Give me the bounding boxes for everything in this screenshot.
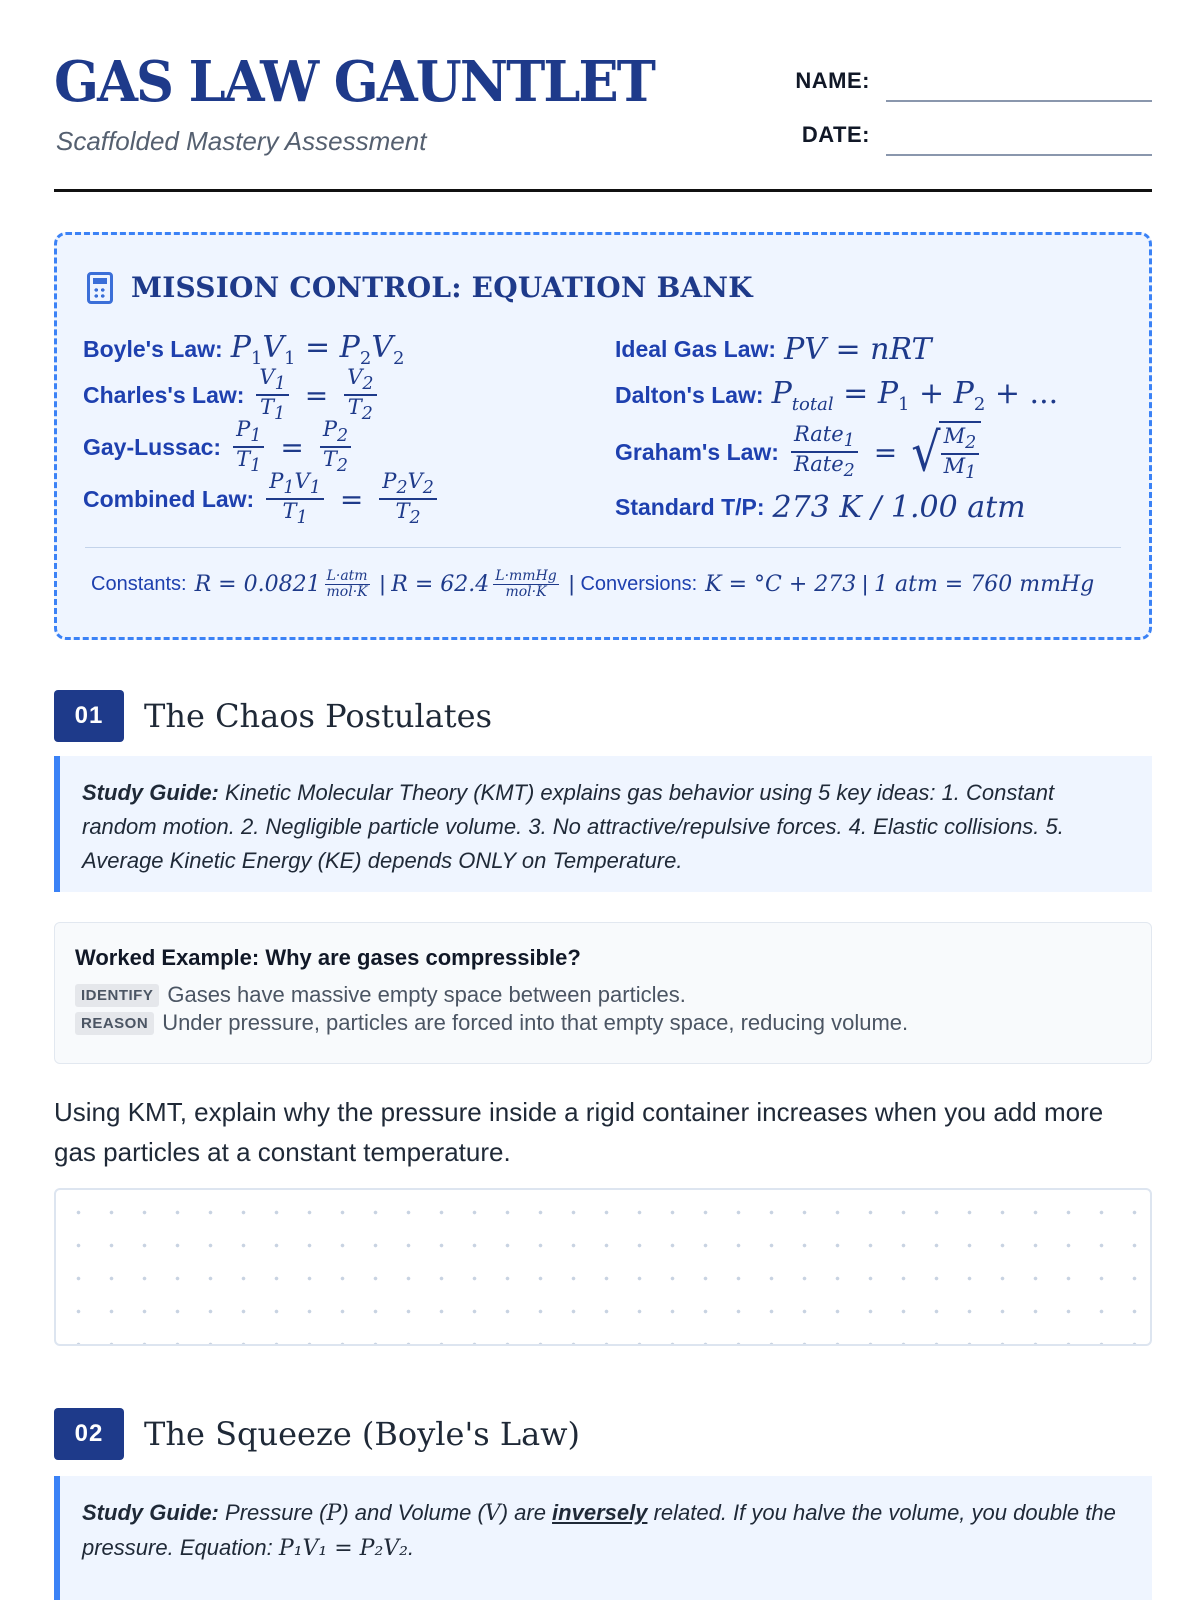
answer-box[interactable] (54, 1188, 1152, 1346)
name-field-row (740, 62, 1152, 102)
grahams-rate-fraction: $\frac{Rate_1}{Rate_2}$ (791, 423, 858, 480)
study-guide (54, 756, 1152, 892)
inversely-emphasis: inversely (552, 1500, 648, 1525)
boyles-equation: P₁V₁ = P₂V₂ (278, 1536, 408, 1561)
identify-step (75, 981, 1131, 1009)
study-guide-label: Study Guide: (82, 780, 219, 805)
conversions-label: Conversions: (580, 572, 698, 595)
combined-left-fraction: $\frac{P_1V_1}{T_1}$ (266, 470, 324, 527)
reason-step (75, 1009, 1131, 1037)
reason-text: Under pressure, particles are forced into that empty space, reducing volume. (162, 1010, 909, 1035)
boyles-law-label: Boyle's Law: (83, 335, 223, 362)
section-01-header (54, 690, 492, 742)
constants-row: Constants: R = 0.0821 L·atm mol·K | R = 62.4 L·mmHg mol·K | Conversions: K = °C + 273 | 1 atm = 760 mmHg (91, 568, 1095, 600)
r-mmhg-unit-num: L·mmHg (495, 568, 557, 584)
study-guide-text: ) and Volume ( (341, 1500, 485, 1525)
section-title: The Chaos Postulates (144, 697, 493, 735)
equation-bank-divider (85, 547, 1121, 548)
page-title: GAS LAW GAUNTLET (54, 49, 655, 115)
constants-label: Constants: (91, 572, 187, 595)
r-mmhg-unit (493, 569, 558, 599)
date-label: DATE: (801, 122, 870, 147)
combined-law-label: Combined Law: (83, 485, 255, 512)
gay-lussac-label: Gay-Lussac: (83, 433, 222, 460)
pressure-symbol: P (326, 1501, 342, 1526)
question-prompt: Using KMT, explain why the pressure inside a rigid container increases when you add more gas particles at a constant temperature. (54, 1097, 1104, 1167)
study-guide-label: Study Guide: (82, 1500, 219, 1525)
charles-law: Charles's Law: $\frac{V_1}{T_1}$ = $\frac{V_2}{T_2}$ (83, 369, 381, 421)
section-title: The Squeeze (Boyle's Law) (144, 1415, 581, 1453)
identify-tag: IDENTIFY (75, 984, 159, 1007)
worked-example (54, 922, 1152, 1064)
worked-example-title: Worked Example: Why are gases compressible? (75, 945, 581, 970)
date-field[interactable] (886, 126, 1152, 156)
r-constant-atm: R = 0.0821 (194, 571, 321, 597)
grahams-law: Graham's Law: $\frac{Rate_1}{Rate_2}$ = √ $\frac{M_2}{M_1}$ (615, 421, 981, 483)
square-root-icon: √ $\frac{M_2}{M_1}$ (911, 421, 981, 482)
gay-lussac-left-fraction: $\frac{P_1}{T_1}$ (233, 418, 264, 475)
standard-tp (615, 485, 1026, 529)
identify-text: Gases have massive empty space between particles. (167, 982, 686, 1007)
study-guide-text: Pressure ( (225, 1500, 327, 1525)
study-guide-text: ) are (500, 1500, 553, 1525)
study-guide (54, 1476, 1152, 1600)
charles-law-label: Charles's Law: (83, 381, 245, 408)
boyles-law-equation: $P_1V_1 = P_2V_2$ (230, 329, 405, 369)
r-atm-unit-num: L·atm (326, 568, 368, 584)
calculator-icon (87, 272, 113, 304)
r-constant-mmhg: R = 62.4 (391, 571, 490, 597)
grahams-law-label: Graham's Law: (615, 438, 779, 465)
ideal-gas-law-equation: PV = nRT (784, 331, 932, 367)
r-atm-unit (325, 569, 370, 599)
section-number-badge: 02 (54, 1408, 124, 1460)
ideal-gas-law (615, 327, 932, 371)
daltons-law-equation: $P_{total} = P_1 + P_2$ + ... (771, 375, 1059, 415)
reason-tag: REASON (75, 1012, 154, 1035)
worksheet-header (54, 0, 1152, 192)
worksheet-page (54, 0, 1152, 1561)
kelvin-conversion: K = °C + 273 (705, 571, 857, 597)
section-02-header (54, 1408, 580, 1460)
r-atm-unit-den: mol·K (326, 583, 368, 600)
section-number-badge: 01 (54, 690, 124, 742)
standard-tp-label: Standard T/P: (615, 493, 765, 520)
combined-right-fraction: $\frac{P_2V_2}{T_2}$ (379, 470, 437, 527)
study-guide-text: . (407, 1535, 415, 1560)
equation-bank-title: MISSION CONTROL: EQUATION BANK (131, 271, 753, 304)
ideal-gas-law-label: Ideal Gas Law: (615, 335, 777, 362)
r-mmhg-unit-den: mol·K (505, 583, 547, 600)
volume-symbol: V (484, 1501, 501, 1526)
charles-right-fraction: $\frac{V_2}{T_2}$ (344, 366, 376, 423)
combined-law: Combined Law: $\frac{P_1V_1}{T_1}$ = $\frac{P_2V_2}{T_2}$ (83, 473, 441, 525)
daltons-law-label: Dalton's Law: (615, 381, 764, 408)
date-field-row (740, 116, 1152, 156)
equation-bank (54, 232, 1152, 640)
atm-conversion: 1 atm = 760 mmHg (874, 571, 1095, 597)
study-guide-text: Kinetic Molecular Theory (KMT) explains gas behavior using 5 key ideas: 1. Constant random motion. 2. Negligible particle volume. 3. No attractive/repulsive forces. 4. Elastic collisions. 5. Average Kinetic Energy (KE) depends ONLY on Temperature. (82, 780, 1064, 873)
name-label: NAME: (795, 68, 870, 93)
gay-lussac-law: Gay-Lussac: $\frac{P_1}{T_1}$ = $\frac{P_2}{T_2}$ (83, 421, 355, 473)
boyles-law (83, 327, 404, 371)
equation-bank-header (87, 271, 753, 304)
gay-lussac-right-fraction: $\frac{P_2}{T_2}$ (320, 418, 351, 475)
page-subtitle: Scaffolded Mastery Assessment (56, 126, 427, 156)
name-field[interactable] (886, 72, 1152, 102)
charles-left-fraction: $\frac{V_1}{T_1}$ (256, 366, 288, 423)
daltons-law (615, 373, 1058, 417)
study-guide-text: related. If you halve the volume, you double the pressure. Equation: (82, 1500, 1116, 1560)
standard-tp-value: 273 K / 1.00 atm (772, 489, 1026, 525)
